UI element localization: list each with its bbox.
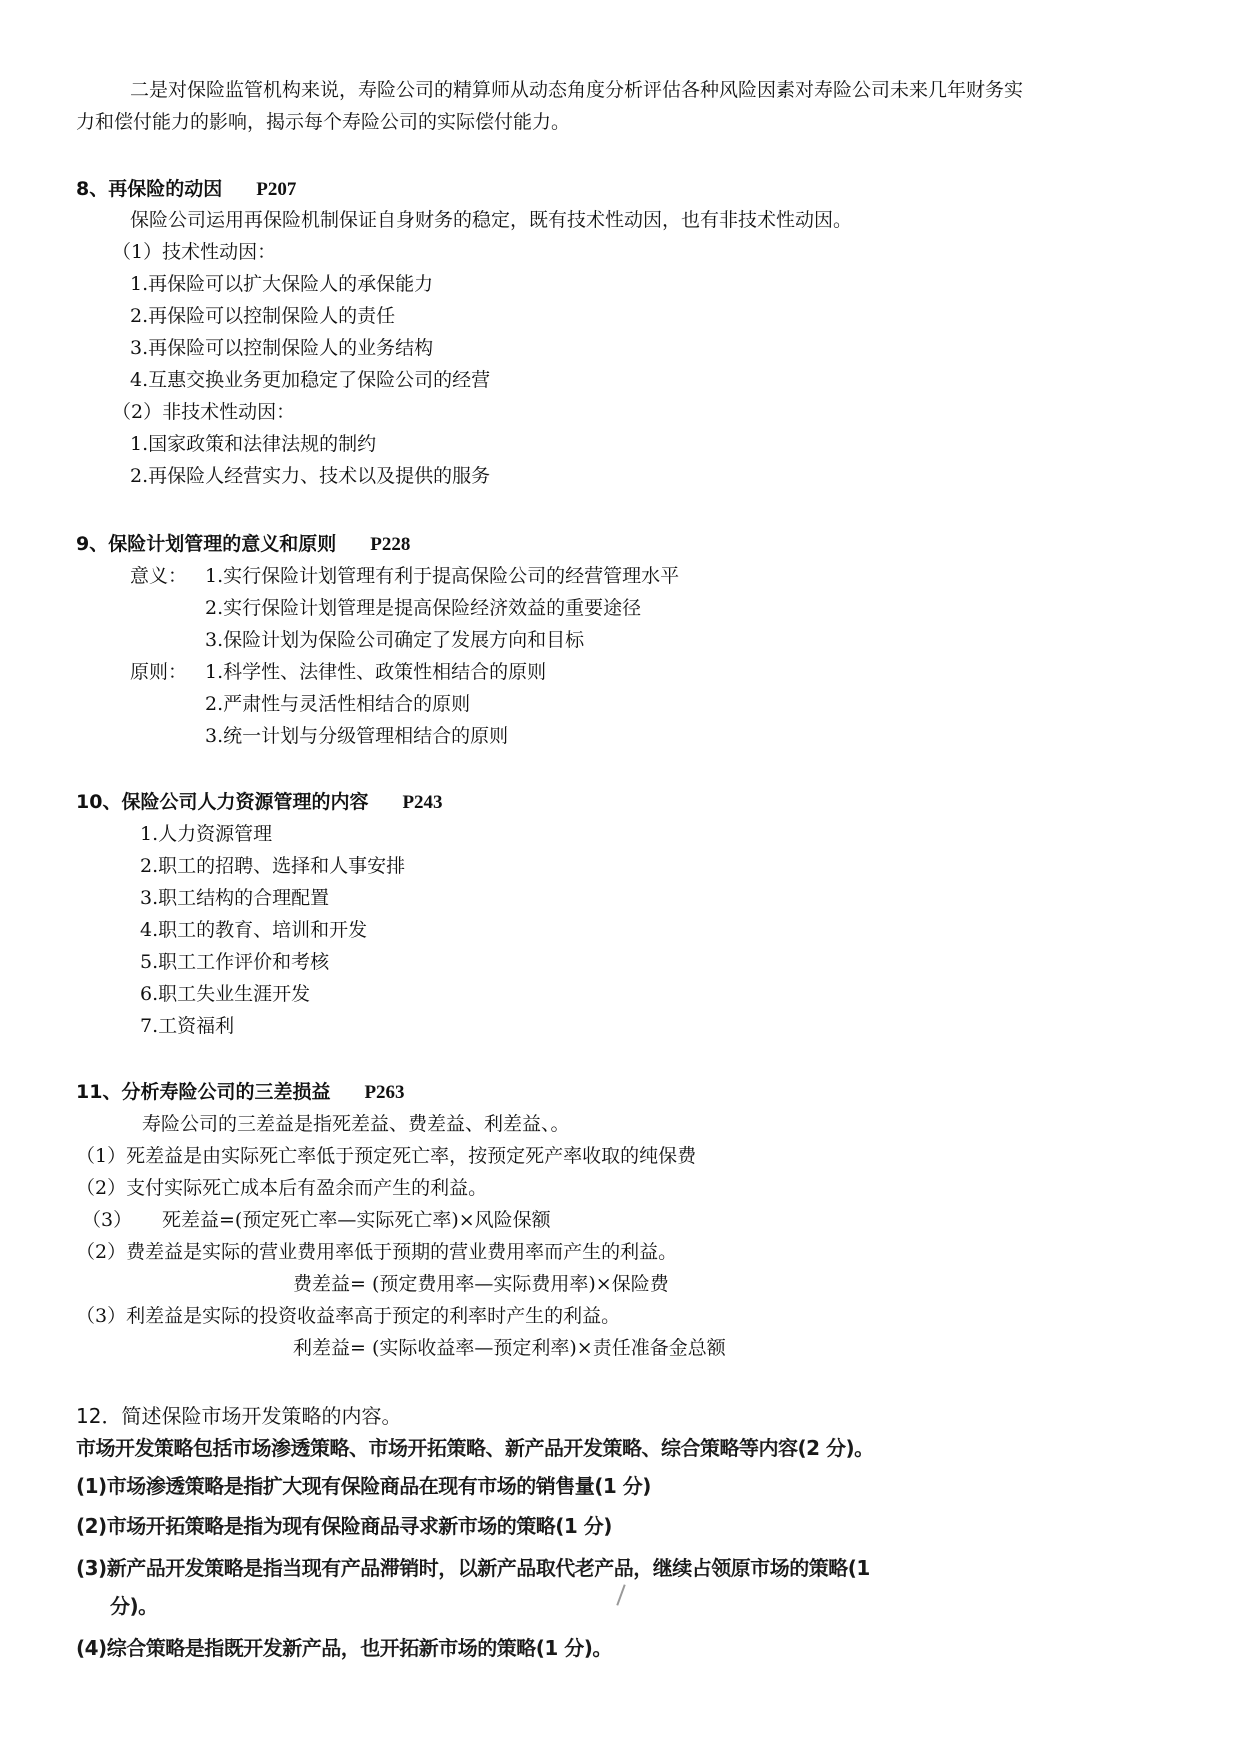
list-item: 3.保险计划为保险公司确定了发展方向和目标	[205, 629, 585, 651]
list-item: 1.科学性、法律性、政策性相结合的原则	[205, 661, 547, 683]
section-8-heading	[76, 177, 296, 202]
section-12-item-3: (3)新产品开发策略是指当现有产品滞销时，以新产品取代老产品，继续占领原市场的策略(1	[76, 1556, 870, 1580]
section-11-line-1: （1）死差益是由实际死亡率低于预定死亡率，按预定死产率收取的纯保费	[76, 1145, 697, 1167]
section-8-paragraph: 保险公司运用再保险机制保证自身财务的稳定，既有技术性动因，也有非技术性动因。	[130, 209, 853, 231]
section-9-label-principles: 原则：	[130, 661, 188, 683]
list-item: 2.职工的招聘、选择和人事安排	[140, 855, 406, 877]
section-11-formula-mortality: 死差益=(预定死亡率—实际死亡率)×风险保额	[162, 1209, 551, 1231]
list-item: 6.职工失业生涯开发	[140, 983, 311, 1005]
list-item: 7.工资福利	[140, 1015, 235, 1037]
list-item: 4.职工的教育、培训和开发	[140, 919, 368, 941]
list-item: 3.统一计划与分级管理相结合的原则	[205, 725, 509, 747]
list-item: 2.严肃性与灵活性相结合的原则	[205, 693, 471, 715]
section-12-item-2: (2)市场开拓策略是指为现有保险商品寻求新市场的策略(1 分)	[76, 1514, 612, 1538]
section-8-subheading-1: （1）技术性动因：	[112, 241, 277, 263]
section-11-formula-interest: 利差益= (实际收益率—预定利率)×责任准备金总额	[293, 1337, 726, 1359]
section-11-page-ref: P263	[364, 1082, 405, 1103]
section-11-title: 11、分析寿险公司的三差损益	[76, 1081, 331, 1103]
section-12-paragraph: 市场开发策略包括市场渗透策略、市场开拓策略、新产品开发策略、综合策略等内容(2 分)。	[76, 1436, 874, 1460]
list-item: 1.人力资源管理	[140, 823, 273, 845]
section-9-heading	[76, 532, 410, 557]
section-11-line-3-number: （3）	[82, 1209, 133, 1231]
section-12-item-4: (4)综合策略是指既开发新产品，也开拓新市场的策略(1 分)。	[76, 1636, 612, 1660]
list-item: 1.再保险可以扩大保险人的承保能力	[130, 273, 434, 295]
section-11-line-2: （2）支付实际死亡成本后有盈余而产生的利益。	[76, 1177, 488, 1199]
section-10-page-ref: P243	[402, 792, 443, 813]
section-8-page-ref: P207	[256, 179, 297, 200]
section-12-item-3-continued: 分)。	[110, 1594, 158, 1618]
section-10-heading	[76, 790, 443, 815]
pen-mark	[616, 1584, 625, 1605]
list-item: 4.互惠交换业务更加稳定了保险公司的经营	[130, 369, 491, 391]
intro-line-2: 力和偿付能力的影响，揭示每个寿险公司的实际偿付能力。	[76, 111, 571, 133]
section-8-subheading-2: （2）非技术性动因：	[112, 401, 296, 423]
list-item: 5.职工工作评价和考核	[140, 951, 330, 973]
list-item: 3.职工结构的合理配置	[140, 887, 330, 909]
section-9-page-ref: P228	[370, 534, 411, 555]
section-8-title: 8、再保险的动因	[76, 178, 223, 200]
list-item: 3.再保险可以控制保险人的业务结构	[130, 337, 434, 359]
section-11-heading	[76, 1080, 405, 1105]
list-item: 2.再保险人经营实力、技术以及提供的服务	[130, 465, 491, 487]
intro-line-1: 二是对保险监管机构来说，寿险公司的精算师从动态角度分析评估各种风险因素对寿险公司未来几年财务实	[130, 79, 1024, 101]
section-9-title: 9、保险计划管理的意义和原则	[76, 533, 337, 555]
section-12-heading: 12．简述保险市场开发策略的内容。	[76, 1404, 402, 1428]
list-item: 2.再保险可以控制保险人的责任	[130, 305, 396, 327]
list-item: 1.实行保险计划管理有利于提高保险公司的经营管理水平	[205, 565, 680, 587]
section-10-title: 10、保险公司人力资源管理的内容	[76, 791, 369, 813]
section-11-paragraph: 寿险公司的三差益是指死差益、费差益、利差益、。	[142, 1113, 570, 1135]
section-12-item-1: (1)市场渗透策略是指扩大现有保险商品在现有市场的销售量(1 分)	[76, 1474, 651, 1498]
section-11-line-4: （2）费差益是实际的营业费用率低于预期的营业费用率而产生的利益。	[76, 1241, 678, 1263]
list-item: 1.国家政策和法律法规的制约	[130, 433, 377, 455]
section-11-formula-expense: 费差益= (预定费用率—实际费用率)×保险费	[293, 1273, 669, 1295]
section-11-line-5: （3）利差益是实际的投资收益率高于预定的利率时产生的利益。	[76, 1305, 621, 1327]
section-9-label-significance: 意义：	[130, 565, 188, 587]
list-item: 2.实行保险计划管理是提高保险经济效益的重要途径	[205, 597, 642, 619]
